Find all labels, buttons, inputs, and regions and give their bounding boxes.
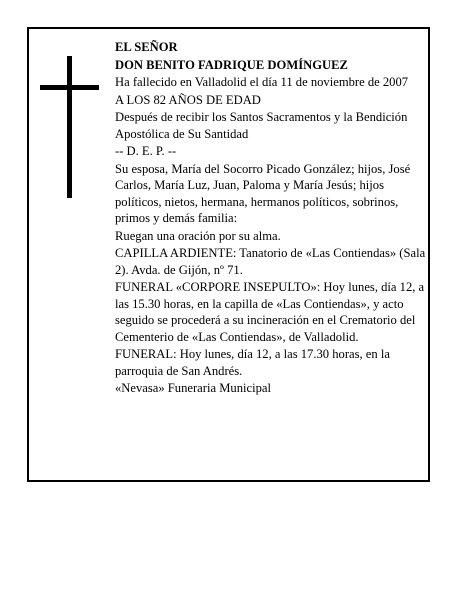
death-notice: Ha fallecido en Valladolid el día 11 de noviembre de 2007 <box>115 75 409 89</box>
age-line: A LOS 82 AÑOS DE EDAD <box>115 92 261 107</box>
title-line-1: EL SEÑOR <box>115 40 178 54</box>
cross-vertical-bar <box>67 56 72 198</box>
dep-line: -- D. E. P. -- <box>115 144 177 158</box>
prayer-request: Ruegan una oración por su alma. <box>115 228 281 243</box>
family-list: Su esposa, María del Socorro Picado González; hijos, José Carlos, María Luz, Juan, Paloma y María Jesús; hijos políticos, nietos, hermana, hermanos políticos, sobrinos, primos y demás familia: <box>115 161 411 225</box>
funeral-home: «Nevasa» Funeraria Municipal <box>115 381 271 395</box>
obituary-notice <box>27 27 430 482</box>
chapel-info: CAPILLA ARDIENTE: Tanatorio de «Las Contiendas» (Sala 2). Avda. de Gijón, nº 71. <box>115 246 426 277</box>
funeral-info: FUNERAL: Hoy lunes, día 12, a las 17.30 horas, en la parroquia de San Andrés. <box>115 347 390 378</box>
deceased-name: DON BENITO FADRIQUE DOMÍNGUEZ <box>115 57 348 72</box>
sacraments-line: Después de recibir los Santos Sacramentos y la Bendición Apostólica de Su Santidad <box>115 110 408 141</box>
funeral-corpore-insepulto: FUNERAL «CORPORE INSEPULTO»: Hoy lunes, día 12, a las 15.30 horas, en la capilla de «Las Contiendas», y acto seguido se procederá a su incineración en el Crematorio del Cementerio de «Las Contiendas», de Valladolid. <box>115 280 425 344</box>
cross-horizontal-bar <box>40 85 99 90</box>
notice-text <box>115 39 427 398</box>
